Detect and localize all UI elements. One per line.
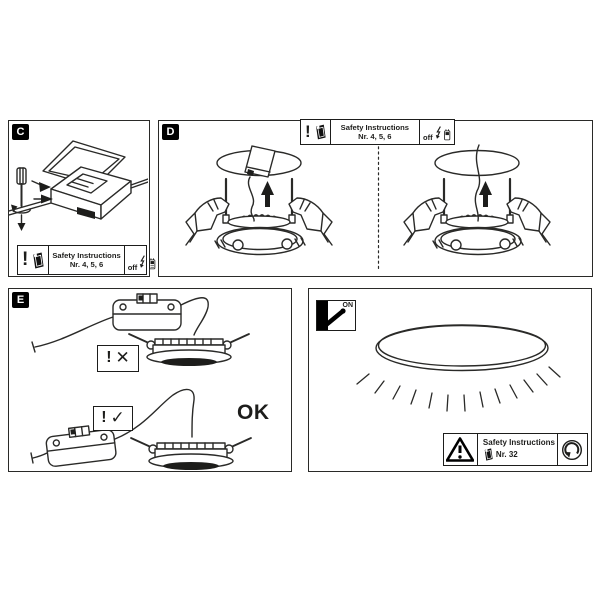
safety-numbers: Nr. 4, 5, 6 [358, 132, 392, 141]
cable-drawing [248, 177, 254, 221]
safety-warn-cell [18, 246, 48, 274]
dimmer-icon [561, 439, 583, 461]
wrong-mark-box [97, 345, 139, 372]
mains-plug-icon [444, 129, 451, 141]
step-insert-driver [186, 146, 332, 255]
exclamation-icon: ! [22, 248, 29, 270]
cross-icon: ✕ [115, 348, 130, 368]
safety-numbers: Nr. 4, 5, 6 [69, 260, 104, 269]
safety-instructions-box [443, 433, 588, 466]
exclamation-icon: ! [305, 121, 311, 141]
safety-title: Safety Instructions [52, 251, 121, 260]
insert-arrows-icon [32, 181, 53, 204]
light-panel [376, 325, 548, 371]
manual-booklet-icon [31, 252, 44, 269]
screwdriver-icon [11, 168, 30, 231]
safety-text [477, 434, 557, 465]
safety-warn-cell [301, 120, 330, 144]
safety-text [330, 120, 420, 144]
lightning-bolt-icon [435, 126, 443, 141]
exclamation-icon: ! [101, 408, 107, 426]
junction-box-body [9, 141, 148, 219]
dimmer-cell [557, 434, 587, 465]
safety-title: Safety Instructions [482, 438, 555, 447]
power-off-cell [420, 120, 454, 144]
exclamation-icon: ! [106, 348, 112, 366]
driver-placement-drawing [9, 289, 290, 470]
panel-d [158, 120, 593, 277]
manual-booklet-icon [483, 448, 493, 461]
manual-booklet-icon [314, 124, 326, 140]
step-insert-light [404, 145, 550, 255]
panel-result [308, 288, 592, 472]
panel-e [8, 288, 292, 472]
junction-box-drawing [9, 135, 148, 243]
arrow-down-icon [18, 223, 26, 231]
panel-label-d: D [162, 124, 179, 140]
warning-triangle-icon [446, 437, 474, 463]
lightning-bolt-icon [139, 254, 147, 271]
safety-instructions-box [300, 119, 455, 145]
cable-drawing [475, 145, 479, 221]
safety-title: Safety Instructions [340, 123, 410, 132]
off-label: off [423, 132, 433, 142]
safety-numbers: Nr. 32 [495, 449, 518, 459]
check-icon: ✓ [110, 408, 125, 428]
switch-on-icon [316, 300, 356, 331]
panel-label-e: E [12, 292, 29, 308]
safety-instructions-box [17, 245, 147, 275]
light-rays [357, 367, 560, 411]
warning-cell [444, 434, 477, 465]
cable-drawing [33, 453, 47, 458]
cable-drawing [35, 317, 113, 347]
wrong-arrangement [32, 294, 249, 366]
off-label: off [127, 262, 138, 272]
power-off-cell [125, 246, 159, 274]
panel-label-c: C [12, 124, 29, 140]
safety-text [48, 246, 124, 274]
correct-arrangement [31, 389, 251, 470]
right-mark-box [93, 406, 133, 431]
ok-label: OK [237, 401, 270, 424]
mains-plug-icon [149, 257, 156, 271]
panel-c [8, 120, 150, 277]
on-label: ON [342, 302, 353, 309]
cable-drawing [181, 298, 208, 335]
